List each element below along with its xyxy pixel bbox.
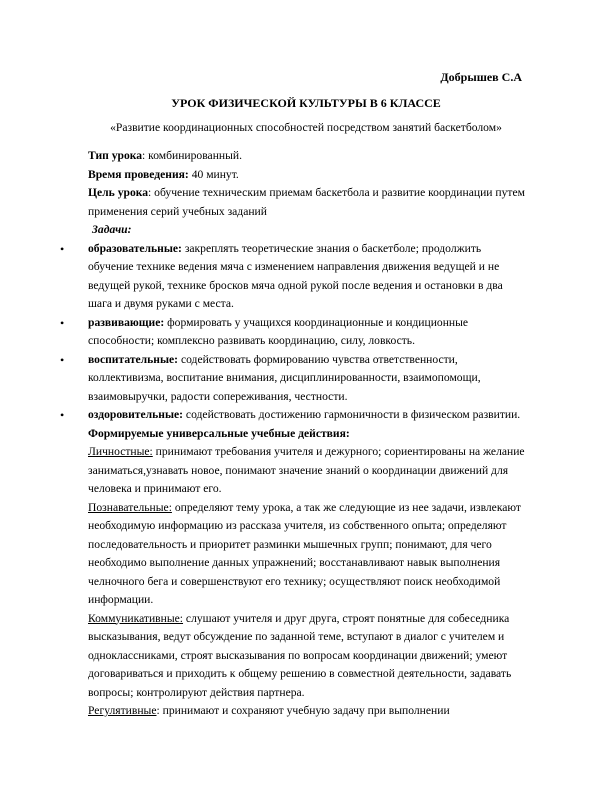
task-item bbox=[60, 351, 528, 407]
goal-value: : обучение техническим приемам баскетбола и развитие координации путем применения серий учебных заданий bbox=[88, 186, 525, 218]
lesson-type-value: : комбинированный. bbox=[142, 149, 242, 162]
task-text: закреплять теоретические знания о баскетболе; продолжить обучение технике ведения мяча с изменением направления движения ведущей и не ведущей рукой, технике бросков мяча одной рукой после ведения и остановки в два шага и двумя руками с места. bbox=[88, 241, 503, 310]
tasks-list bbox=[60, 240, 528, 425]
goal-label: Цель урока bbox=[88, 186, 149, 199]
tasks-heading: Задачи: bbox=[92, 223, 132, 236]
task-item bbox=[60, 314, 528, 351]
uud-text: принимают требования учителя и дежурного; сориентированы на желание заниматься,узнавать новое, понимают значение знаний о координации движений для человека и принимают его. bbox=[88, 445, 525, 495]
uud-text: слушают учителя и друг друга, строят понятные для собеседника высказывания, ведут обсуждение по заданной теме, вступают в диалог с учителем и одноклассниками, строят высказывания по вопросам координации движений; умеют договариваться и приходить к общему решению в совместной деятельности, задавать вопросы; контролируют действия партнера. bbox=[88, 611, 512, 699]
bullet-icon: • bbox=[60, 352, 65, 367]
task-item bbox=[60, 406, 528, 425]
uud-label: Коммуникативные: bbox=[88, 611, 184, 625]
uud-text: определяют тему урока, а так же следующие из нее задачи, извлекают необходимую информацию из рассказа учителя, из собственного опыта; определяют последовательность и приоритет разминки мышечных групп; понимают, для чего необходимо выполнение данных упражнений; восстанавливают навык выполнения челночного бега и совершенствуют его технику; осуществляют поиск необходимой информации. bbox=[88, 500, 522, 606]
task-text: содействовать достижению гармоничности в физическом развитии. bbox=[183, 408, 521, 421]
uud-heading: Формируемые универсальные учебные действия: bbox=[88, 426, 350, 440]
author-name: Добрышев С.А bbox=[440, 70, 522, 84]
duration-value: 40 минут. bbox=[188, 167, 239, 181]
uud-label: Личностные: bbox=[88, 445, 153, 458]
lesson-type-label: Тип урока bbox=[88, 149, 143, 162]
bullet-icon: • bbox=[60, 315, 65, 330]
task-label: воспитательные: bbox=[88, 352, 179, 366]
task-label: оздоровительные: bbox=[88, 408, 184, 421]
bullet-icon: • bbox=[60, 241, 65, 256]
task-label: развивающие: bbox=[88, 315, 165, 329]
duration-line bbox=[88, 166, 528, 185]
uud-text: : принимают и сохраняют учебную задачу при выполнении bbox=[156, 704, 450, 717]
document-subtitle: «Развитие координационных способностей посредством занятий баскетболом» bbox=[110, 121, 502, 134]
uud-cognitive bbox=[88, 499, 528, 610]
uud-label: Познавательные: bbox=[88, 500, 172, 514]
bullet-icon: • bbox=[60, 408, 65, 422]
task-item bbox=[60, 240, 528, 314]
task-text: содействовать формированию чувства ответственности, коллективизма, воспитание внимания, дисциплинированности, взаимопомощи, взаимовыручки, радости сопереживания, честности. bbox=[88, 352, 481, 403]
lesson-type-line bbox=[88, 147, 528, 166]
task-text: формировать у учащихся координационные и кондиционные способности; комплексно развивать координацию, силу, ловкость. bbox=[88, 315, 469, 347]
document-title: УРОК ФИЗИЧЕСКОЙ КУЛЬТУРЫ В 6 КЛАССЕ bbox=[171, 96, 441, 110]
task-label: образовательные: bbox=[88, 241, 182, 255]
uud-personal bbox=[88, 443, 528, 499]
uud-communicative bbox=[88, 610, 528, 703]
duration-label: Время проведения: bbox=[88, 167, 189, 181]
document-body bbox=[60, 147, 528, 721]
goal-line bbox=[88, 184, 528, 221]
uud-regulatory bbox=[88, 702, 528, 721]
uud-label: Регулятивные bbox=[88, 704, 157, 717]
